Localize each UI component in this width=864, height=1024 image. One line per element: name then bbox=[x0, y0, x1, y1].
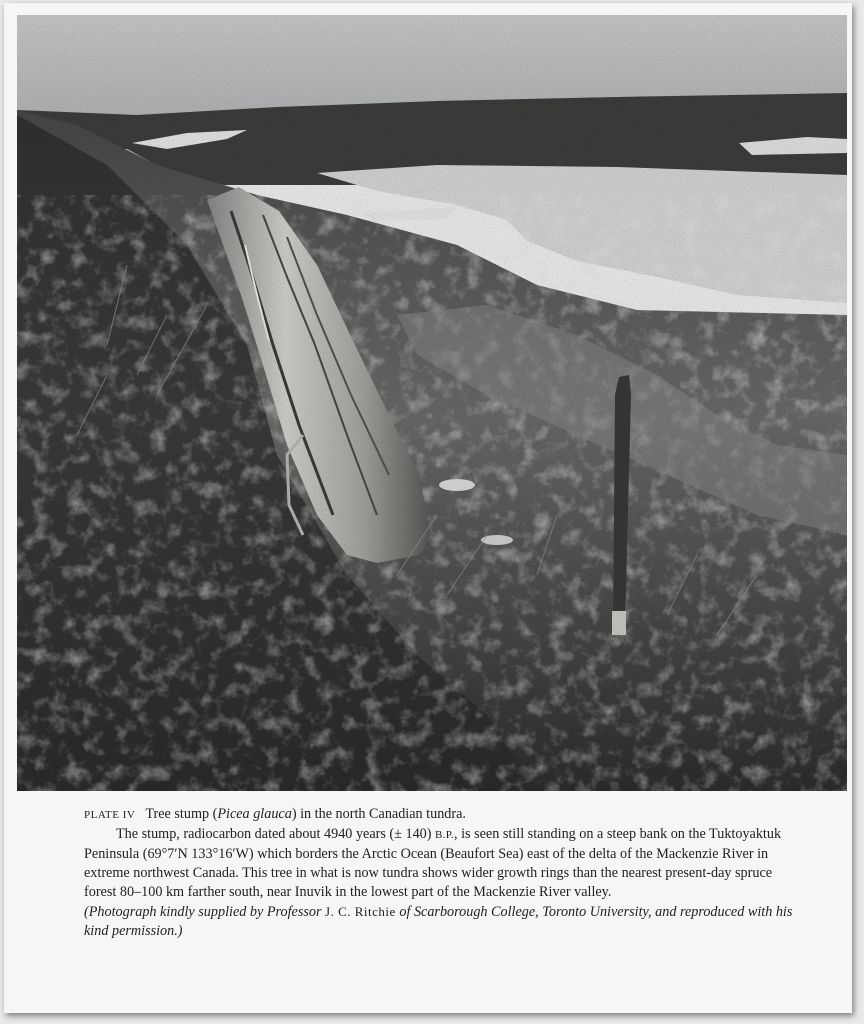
photographer-name: J. C. Ritchie bbox=[325, 904, 396, 919]
tundra-stump-photograph bbox=[17, 15, 847, 791]
photo-caption bbox=[84, 805, 804, 941]
bp-abbreviation: B.P. bbox=[435, 829, 454, 841]
book-page bbox=[4, 3, 852, 1013]
caption-title: PLATE IV Tree stump (Picea glauca) in the north Canadian tundra. bbox=[84, 806, 466, 822]
caption-body: The stump, radiocarbon dated about 4940 years (± 140) B.P., is seen still standing on a steep bank on the Tuktoyaktuk Peninsula (69°7′N 133°16′W) which borders the Arctic Ocean (Beaufort Sea) east of the delta of the Mackenzie River in extreme northwest Canada. This tree in what is now tundra shows wider growth rings than the nearest present-day spruce forest 80–100 km farther south, near Inuvik in the lowest part of the Mackenzie River valley. bbox=[84, 826, 782, 900]
species-name: Picea glauca bbox=[217, 806, 292, 822]
photo-credit: (Photograph kindly supplied by Professor J. C. Ritchie of Scarborough College, Toronto University, and reproduced with his kind permission.) bbox=[84, 904, 793, 939]
plate-label: PLATE IV bbox=[84, 809, 136, 821]
